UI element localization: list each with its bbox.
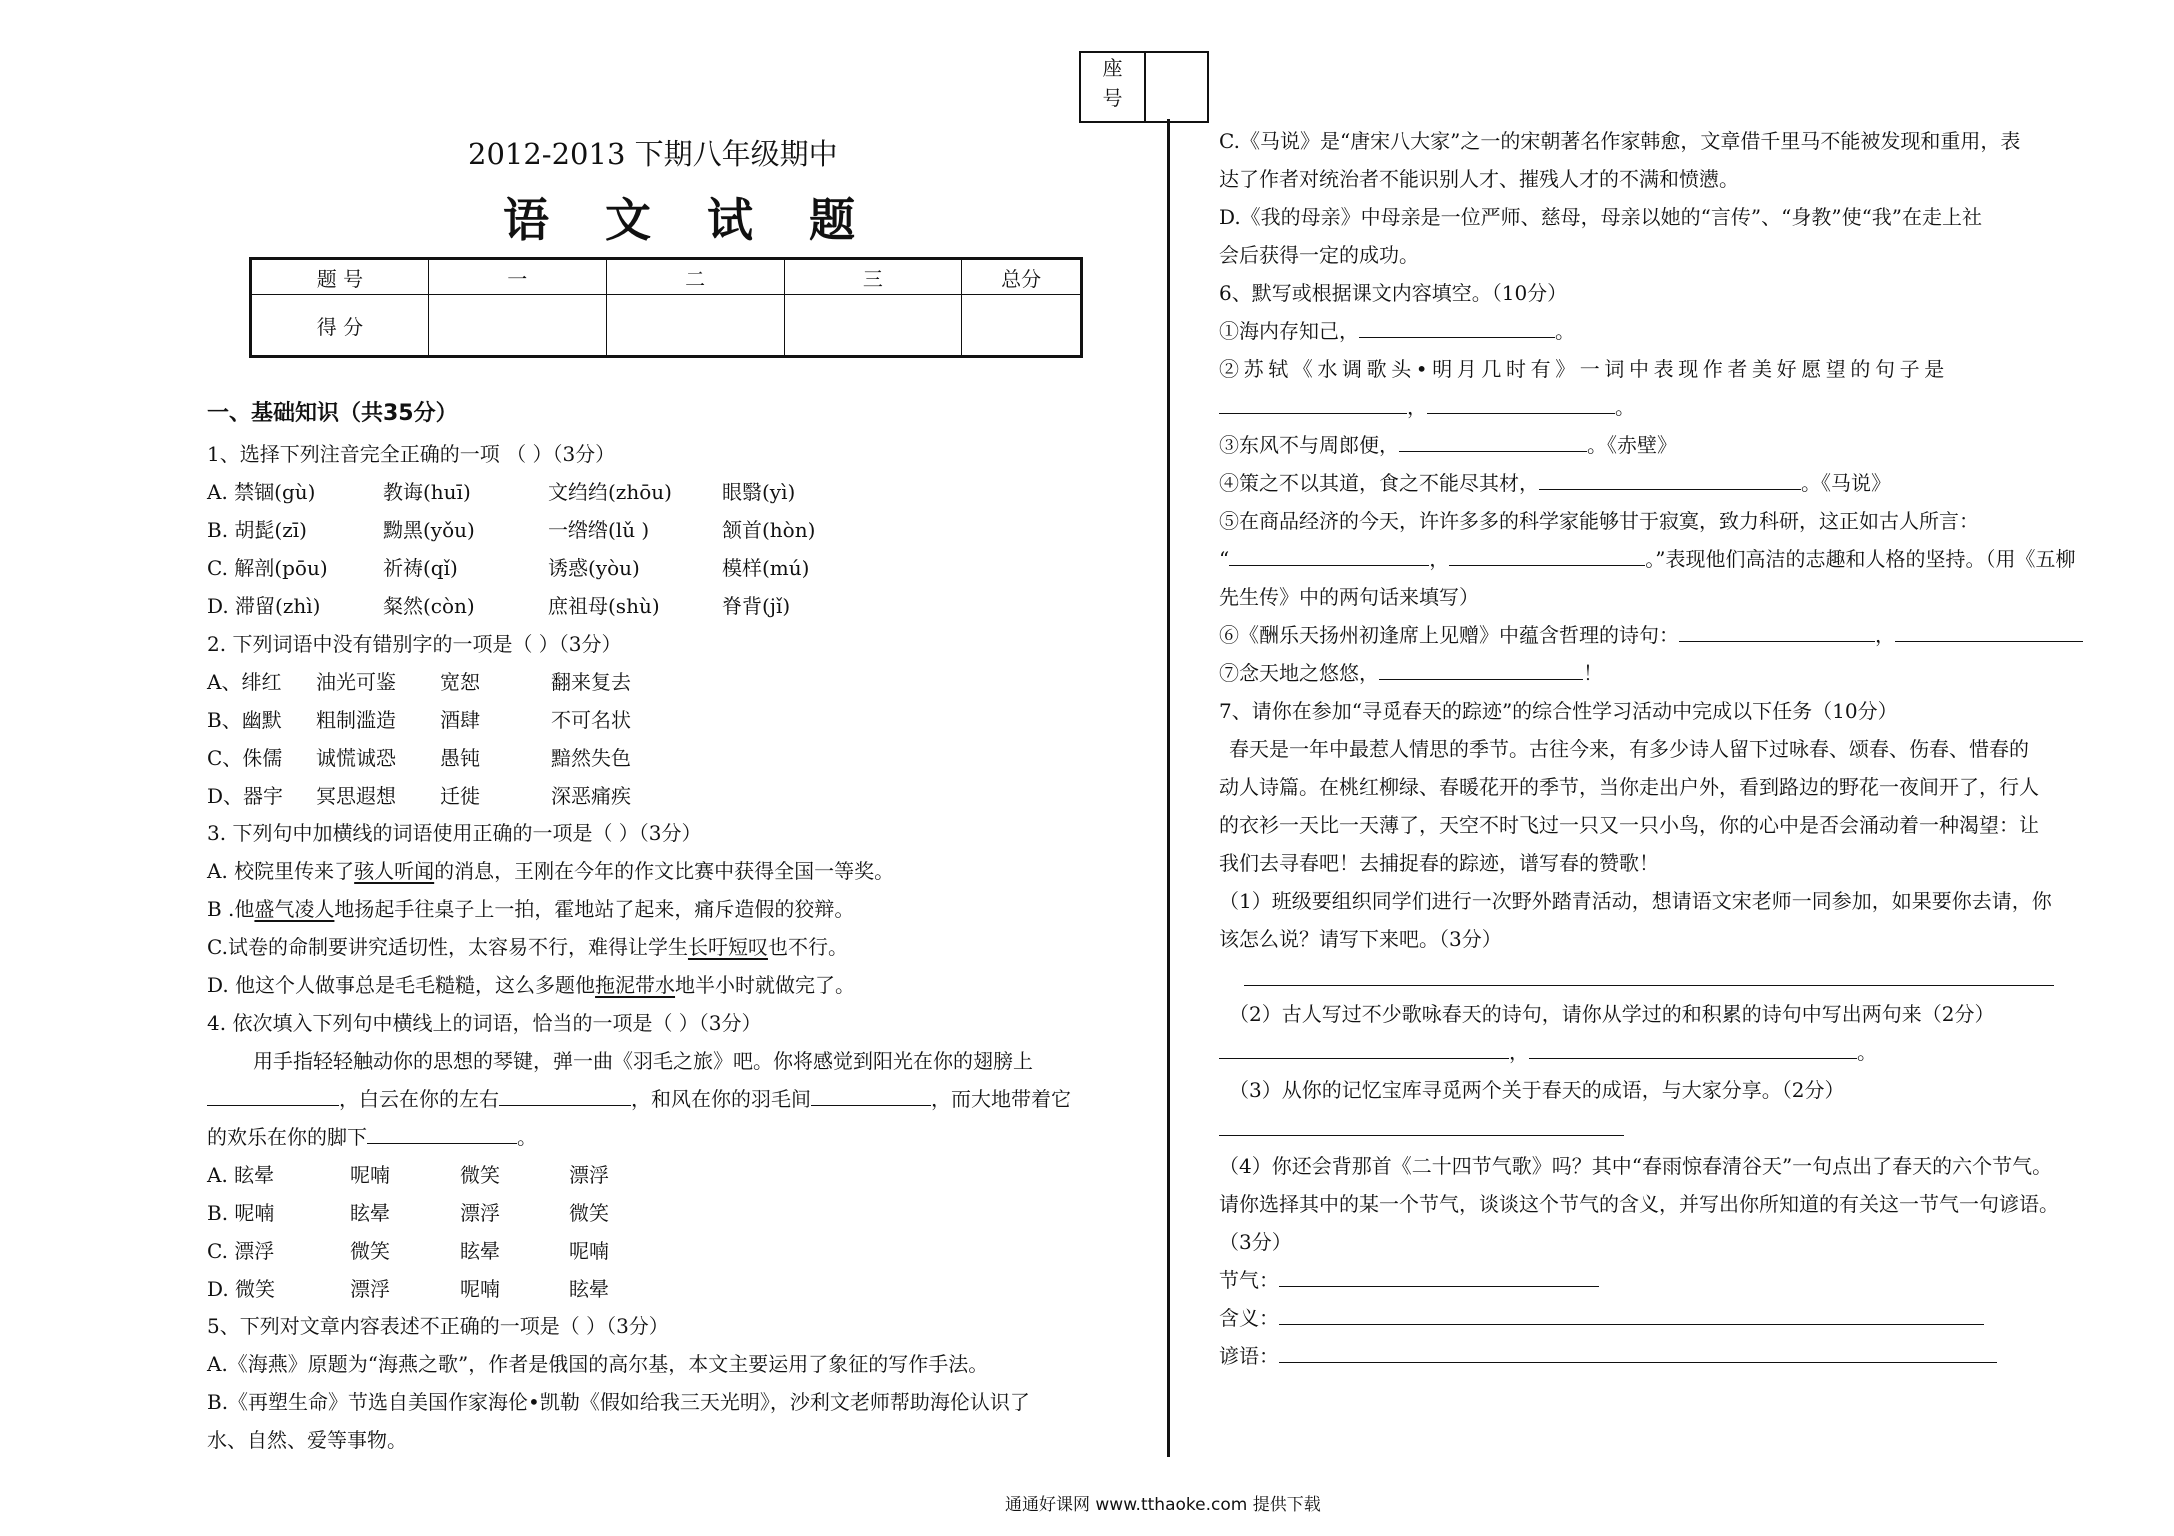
q6-1-text: ①海内存知己，	[1219, 319, 1359, 343]
q7-2-end: 。	[1857, 1040, 1877, 1064]
q4-option-b-item-2: 眩晕	[350, 1201, 390, 1225]
q7-sub-2: （2）古人写过不少歌咏春天的诗句，请你从学过的和积累的诗句中写出两句来（2分）	[1229, 1002, 1995, 1026]
q7-sub-1-line-2: 该怎么说？请写下来吧。（3分）	[1219, 927, 1502, 951]
q1-option-d-item-3: 庶祖母(shù)	[548, 594, 660, 618]
q1-option-d-item-2: 粲然(còn)	[383, 594, 475, 618]
q5-option-b-line-2: 水、自然、爱等事物。	[207, 1428, 407, 1452]
q4-line2-c: ，而大地带着它	[931, 1087, 1071, 1111]
q4-stem: 4. 依次填入下列句中横线上的词语，恰当的一项是（ ）（3分）	[207, 1011, 762, 1035]
q3-d-post: 地半小时就做完了。	[675, 973, 856, 997]
q1-option-c-item-1: C. 解剖(pōu)	[207, 556, 328, 580]
q7-2-mid: ，	[1509, 1040, 1529, 1064]
q2-option-a-item-2: 油光可鉴	[316, 670, 396, 694]
q4-option-a-item-1: A. 眩晕	[207, 1163, 275, 1187]
q7-passage-line-4: 我们去寻春吧！去捕捉春的踪迹，谱写春的赞歌！	[1219, 851, 1659, 875]
q5-option-d-line-2: 会后获得一定的成功。	[1219, 243, 1419, 267]
q6-1-end: 。	[1555, 319, 1575, 343]
score-col-total: 总分	[962, 259, 1082, 295]
q6-item-2: ②苏轼《水调歌头•明月几时有》一词中表现作者美好愿望的句子是	[1219, 357, 1949, 381]
q1-option-a-item-2: 教诲(huī)	[383, 480, 471, 504]
q4-option-d-item-4: 眩晕	[569, 1277, 609, 1301]
q2-option-d-item-1: D、器宇	[207, 784, 284, 808]
q6-item-6	[1219, 623, 2083, 647]
q4-line3-a: 的欢乐在你的脚下	[207, 1125, 367, 1149]
q1-option-c-item-3: 诱惑(yòu)	[548, 556, 640, 580]
q3-option-d	[207, 973, 855, 997]
q2-option-c-item-3: 愚钝	[440, 746, 480, 770]
q3-c-post: 也不行。	[767, 935, 848, 959]
q6-item-2-answers	[1219, 395, 1635, 419]
q1-option-a-item-3: 文绉绉(zhōu)	[548, 480, 672, 504]
q7-sub-4-line-2: 请你选择其中的某一个节气，谈谈这个节气的含义，并写出你所知道的有关这一节气一句谚语。	[1219, 1192, 2059, 1216]
q2-option-d-item-3: 迁徙	[440, 784, 480, 808]
q5-stem: 5、下列对文章内容表述不正确的一项是（ ）（3分）	[207, 1314, 669, 1338]
section-1-heading: 一、基础知识（共35分）	[207, 401, 458, 426]
q4-blank-3[interactable]	[811, 1087, 931, 1106]
q4-option-d-item-1: D. 微笑	[207, 1277, 276, 1301]
q6-5-mid: ，	[1429, 547, 1450, 571]
score-cell-3[interactable]	[784, 295, 962, 357]
q6-7-end: ！	[1583, 661, 1603, 685]
q7-passage-line-2: 动人诗篇。在桃红柳绿、春暖花开的季节，当你走出户外，看到路边的野花一夜间开了，行人	[1219, 775, 2039, 799]
q4-blank-4[interactable]	[367, 1125, 517, 1144]
q6-5-open-quote: “	[1219, 547, 1230, 571]
q1-option-b-item-4: 颔首(hòn)	[722, 518, 816, 542]
q4-option-c-item-3: 眩晕	[460, 1239, 500, 1263]
q1-option-d-item-1: D. 滞留(zhì)	[207, 594, 321, 618]
q6-6-blank-2[interactable]	[1895, 623, 2083, 642]
q6-item-5-line-3: 先生传》中的两句话来填写）	[1219, 585, 1479, 609]
q2-option-d-item-2: 冥思遐想	[316, 784, 396, 808]
footer-credit: 通通好课网 www.tthaoke.com 提供下载	[1005, 1495, 1321, 1515]
proverb-label: 谚语：	[1219, 1344, 1279, 1368]
q3-c-pre: C.试卷的命制要讲究适切性，太容易不行，难得让学生	[207, 935, 688, 959]
score-row-label-score: 得 分	[251, 295, 429, 357]
score-col-2: 二	[606, 259, 784, 295]
q5-option-b-line-1: B.《再塑生命》节选自美国作家海伦•凯勒《假如给我三天光明》，沙利文老师帮助海伦认识了	[207, 1390, 1030, 1414]
proverb-blank[interactable]	[1279, 1344, 1997, 1363]
seat-number-box	[1079, 51, 1209, 123]
q4-line2-b: ，和风在你的羽毛间	[631, 1087, 811, 1111]
q6-item-3	[1219, 433, 1677, 457]
q2-stem: 2. 下列词语中没有错别字的一项是（ ）（3分）	[207, 632, 622, 656]
q7-sub-4-line-1: （4）你还会背那首《二十四节气歌》吗？其中“春雨惊春清谷天”一句点出了春天的六个节气。	[1219, 1154, 2053, 1178]
q4-passage-line-1: 用手指轻轻触动你的思想的琴键，弹一曲《羽毛之旅》吧。你将感觉到阳光在你的翅膀上	[253, 1049, 1033, 1073]
q2-option-c-item-4: 黯然失色	[551, 746, 631, 770]
q7-solar-term-field	[1219, 1268, 1599, 1292]
q7-sub-4-line-3: （3分）	[1219, 1230, 1292, 1254]
q4-line2-a: ，白云在你的左右	[339, 1087, 499, 1111]
q6-2-mid: ，	[1407, 395, 1427, 419]
q6-6-mid: ，	[1875, 623, 1895, 647]
q1-option-a-item-4: 眼翳(yì)	[722, 480, 796, 504]
seat-label-cell	[1081, 53, 1146, 121]
q4-line3-b: 。	[517, 1125, 537, 1149]
q5-option-c-line-1: C.《马说》是“唐宋八大家”之一的宋朝著名作家韩愈，文章借千里马不能被发现和重用，表	[1219, 129, 2021, 153]
seat-label-2: 号	[1102, 86, 1123, 110]
q2-option-c-item-2: 诚慌诚恐	[316, 746, 396, 770]
q4-passage-line-2	[207, 1087, 1071, 1111]
q4-passage-line-3	[207, 1125, 537, 1149]
exam-title: 语 文 试 题	[503, 193, 876, 247]
q7-sub-3: （3）从你的记忆宝库寻觅两个关于春天的成语，与大家分享。（2分）	[1229, 1078, 1845, 1102]
q6-3-end: 。《赤壁》	[1587, 433, 1677, 457]
q3-b-underlined: 盛气凌人	[254, 897, 335, 921]
q4-option-b-item-4: 微笑	[569, 1201, 609, 1225]
score-cell-total[interactable]	[962, 295, 1082, 357]
q6-7-blank[interactable]	[1379, 661, 1583, 680]
q3-b-post: 地扬起手往桌子上一拍，霍地站了起来，痛斥造假的狡辩。	[334, 897, 855, 921]
q7-passage-line-1: 春天是一年中最惹人情思的季节。古往今来，有多少诗人留下过咏春、颂春、伤春、惜春的	[1229, 737, 2029, 761]
q7-sub-3-answer-line[interactable]	[1219, 1135, 1624, 1136]
q6-item-5-line-2	[1219, 547, 2075, 571]
q2-option-a-item-4: 翻来复去	[551, 670, 631, 694]
q3-a-post: 的消息，王刚在今年的作文比赛中获得全国一等奖。	[434, 859, 895, 883]
q2-option-b-item-4: 不可名状	[551, 708, 631, 732]
q6-2-blank-2[interactable]	[1427, 395, 1615, 414]
seat-label-1: 座	[1102, 56, 1123, 80]
q7-meaning-field	[1219, 1306, 1984, 1330]
q7-2-blank-1[interactable]	[1219, 1040, 1509, 1059]
q5-option-d-line-1: D.《我的母亲》中母亲是一位严师、慈母，母亲以她的“言传”、“身教”使“我”在走上社	[1219, 205, 1983, 229]
q6-stem: 6、默写或根据课文内容填空。（10分）	[1219, 281, 1568, 305]
score-cell-2[interactable]	[606, 295, 784, 357]
exam-subtitle: 2012-2013 下期八年级期中	[468, 137, 838, 171]
q4-option-a-item-4: 漂浮	[569, 1163, 609, 1187]
q6-4-text: ④策之不以其道，食之不能尽其材，	[1219, 471, 1539, 495]
q3-stem: 3. 下列句中加横线的词语使用正确的一项是（ ）（3分）	[207, 821, 702, 845]
q4-option-c-item-2: 微笑	[350, 1239, 390, 1263]
q7-stem: 7、请你在参加“寻觅春天的踪迹”的综合性学习活动中完成以下任务（10分）	[1219, 699, 1898, 723]
q7-proverb-field	[1219, 1344, 1997, 1368]
q6-4-end: 。《马说》	[1801, 471, 1891, 495]
score-col-3: 三	[784, 259, 962, 295]
q1-option-b-item-3: 一绺绺(lǔ )	[548, 518, 650, 542]
q4-blank-2[interactable]	[499, 1087, 631, 1106]
score-cell-1[interactable]	[428, 295, 606, 357]
q7-sub-1-line-1: （1）班级要组织同学们进行一次野外踏青活动，想请语文宋老师一同参加，如果要你去请，你	[1219, 889, 2052, 913]
q4-option-b-item-3: 漂浮	[460, 1201, 500, 1225]
meaning-blank[interactable]	[1279, 1306, 1984, 1325]
q7-sub-2-answers	[1219, 1040, 1877, 1064]
q1-option-b-item-1: B. 胡髭(zī)	[207, 518, 307, 542]
score-table	[249, 257, 1083, 358]
q6-1-blank[interactable]	[1359, 319, 1555, 338]
q2-option-a-item-3: 宽恕	[440, 670, 480, 694]
q4-blank-1[interactable]	[207, 1087, 339, 1106]
q6-item-5-line-1: ⑤在商品经济的今天，许许多多的科学家能够甘于寂寞，致力科研，这正如古人所言：	[1219, 509, 1979, 533]
q6-2-end: 。	[1615, 395, 1635, 419]
q6-item-1	[1219, 319, 1575, 343]
q4-option-a-item-2: 呢喃	[350, 1163, 390, 1187]
q2-option-b-item-1: B、幽默	[207, 708, 282, 732]
q3-a-pre: A. 校院里传来了	[207, 859, 355, 883]
q6-6-text: ⑥《酬乐天扬州初逢席上见赠》中蕴含哲理的诗句：	[1219, 623, 1679, 647]
q1-option-c-item-4: 模样(mú)	[722, 556, 810, 580]
q5-option-c-line-2: 达了作者对统治者不能识别人才、摧残人才的不满和愤懑。	[1219, 167, 1739, 191]
q4-option-d-item-2: 漂浮	[350, 1277, 390, 1301]
q3-d-pre: D. 他这个人做事总是毛毛糙糙，这么多题他	[207, 973, 596, 997]
q4-option-b-item-1: B. 呢喃	[207, 1201, 275, 1225]
q6-item-7	[1219, 661, 1603, 685]
q4-option-c-item-1: C. 漂浮	[207, 1239, 275, 1263]
q2-option-a-item-1: A、绯红	[207, 670, 282, 694]
q6-item-4	[1219, 471, 1891, 495]
column-divider	[1167, 119, 1170, 1457]
q6-3-blank[interactable]	[1399, 433, 1587, 452]
q3-option-c	[207, 935, 848, 959]
q7-sub-1-answer-line[interactable]	[1244, 985, 2054, 986]
q2-option-b-item-2: 粗制滥造	[316, 708, 396, 732]
q2-option-b-item-3: 酒肆	[440, 708, 480, 732]
q6-5-blank-1[interactable]	[1229, 547, 1429, 566]
q1-option-c-item-2: 祈祷(qǐ)	[383, 556, 458, 580]
solar-term-label: 节气：	[1219, 1268, 1279, 1292]
q1-option-d-item-4: 脊背(jǐ)	[722, 594, 791, 618]
q4-option-a-item-3: 微笑	[460, 1163, 500, 1187]
q6-5-post: 。”表现他们高洁的志趣和人格的坚持。（用《五柳	[1645, 547, 2076, 571]
q2-option-c-item-1: C、侏儒	[207, 746, 283, 770]
q1-option-a-item-1: A. 禁锢(gù)	[207, 480, 316, 504]
score-row-label-number: 题 号	[251, 259, 429, 295]
q3-d-underlined: 拖泥带水	[595, 973, 676, 997]
q3-a-underlined: 骇人听闻	[354, 859, 435, 883]
q5-option-a: A.《海燕》原题为“海燕之歌”，作者是俄国的高尔基，本文主要运用了象征的写作手法。	[207, 1352, 989, 1376]
q4-option-c-item-4: 呢喃	[569, 1239, 609, 1263]
score-col-1: 一	[428, 259, 606, 295]
q7-2-blank-2[interactable]	[1529, 1040, 1857, 1059]
q6-6-blank-1[interactable]	[1679, 623, 1875, 642]
q6-2-blank-1[interactable]	[1219, 395, 1407, 414]
q6-5-blank-2[interactable]	[1449, 547, 1645, 566]
q6-3-text: ③东风不与周郎便，	[1219, 433, 1399, 457]
q7-passage-line-3: 的衣衫一天比一天薄了，天空不时飞过一只又一只小鸟，你的心中是否会涌动着一种渴望：让	[1219, 813, 2039, 837]
q1-option-b-item-2: 黝黑(yǒu)	[383, 518, 475, 542]
q3-option-a	[207, 859, 894, 883]
q3-c-underlined: 长吁短叹	[687, 935, 768, 959]
q2-option-d-item-4: 深恶痛疾	[551, 784, 631, 808]
q4-option-d-item-3: 呢喃	[460, 1277, 500, 1301]
q1-stem: 1、选择下列注音完全正确的一项 （ ）（3分）	[207, 442, 616, 466]
q6-4-blank[interactable]	[1539, 471, 1801, 490]
solar-term-blank[interactable]	[1279, 1268, 1599, 1287]
q3-b-pre: B .他	[207, 897, 255, 921]
q6-7-text: ⑦念天地之悠悠，	[1219, 661, 1379, 685]
q3-option-b	[207, 897, 854, 921]
meaning-label: 含义：	[1219, 1306, 1279, 1330]
